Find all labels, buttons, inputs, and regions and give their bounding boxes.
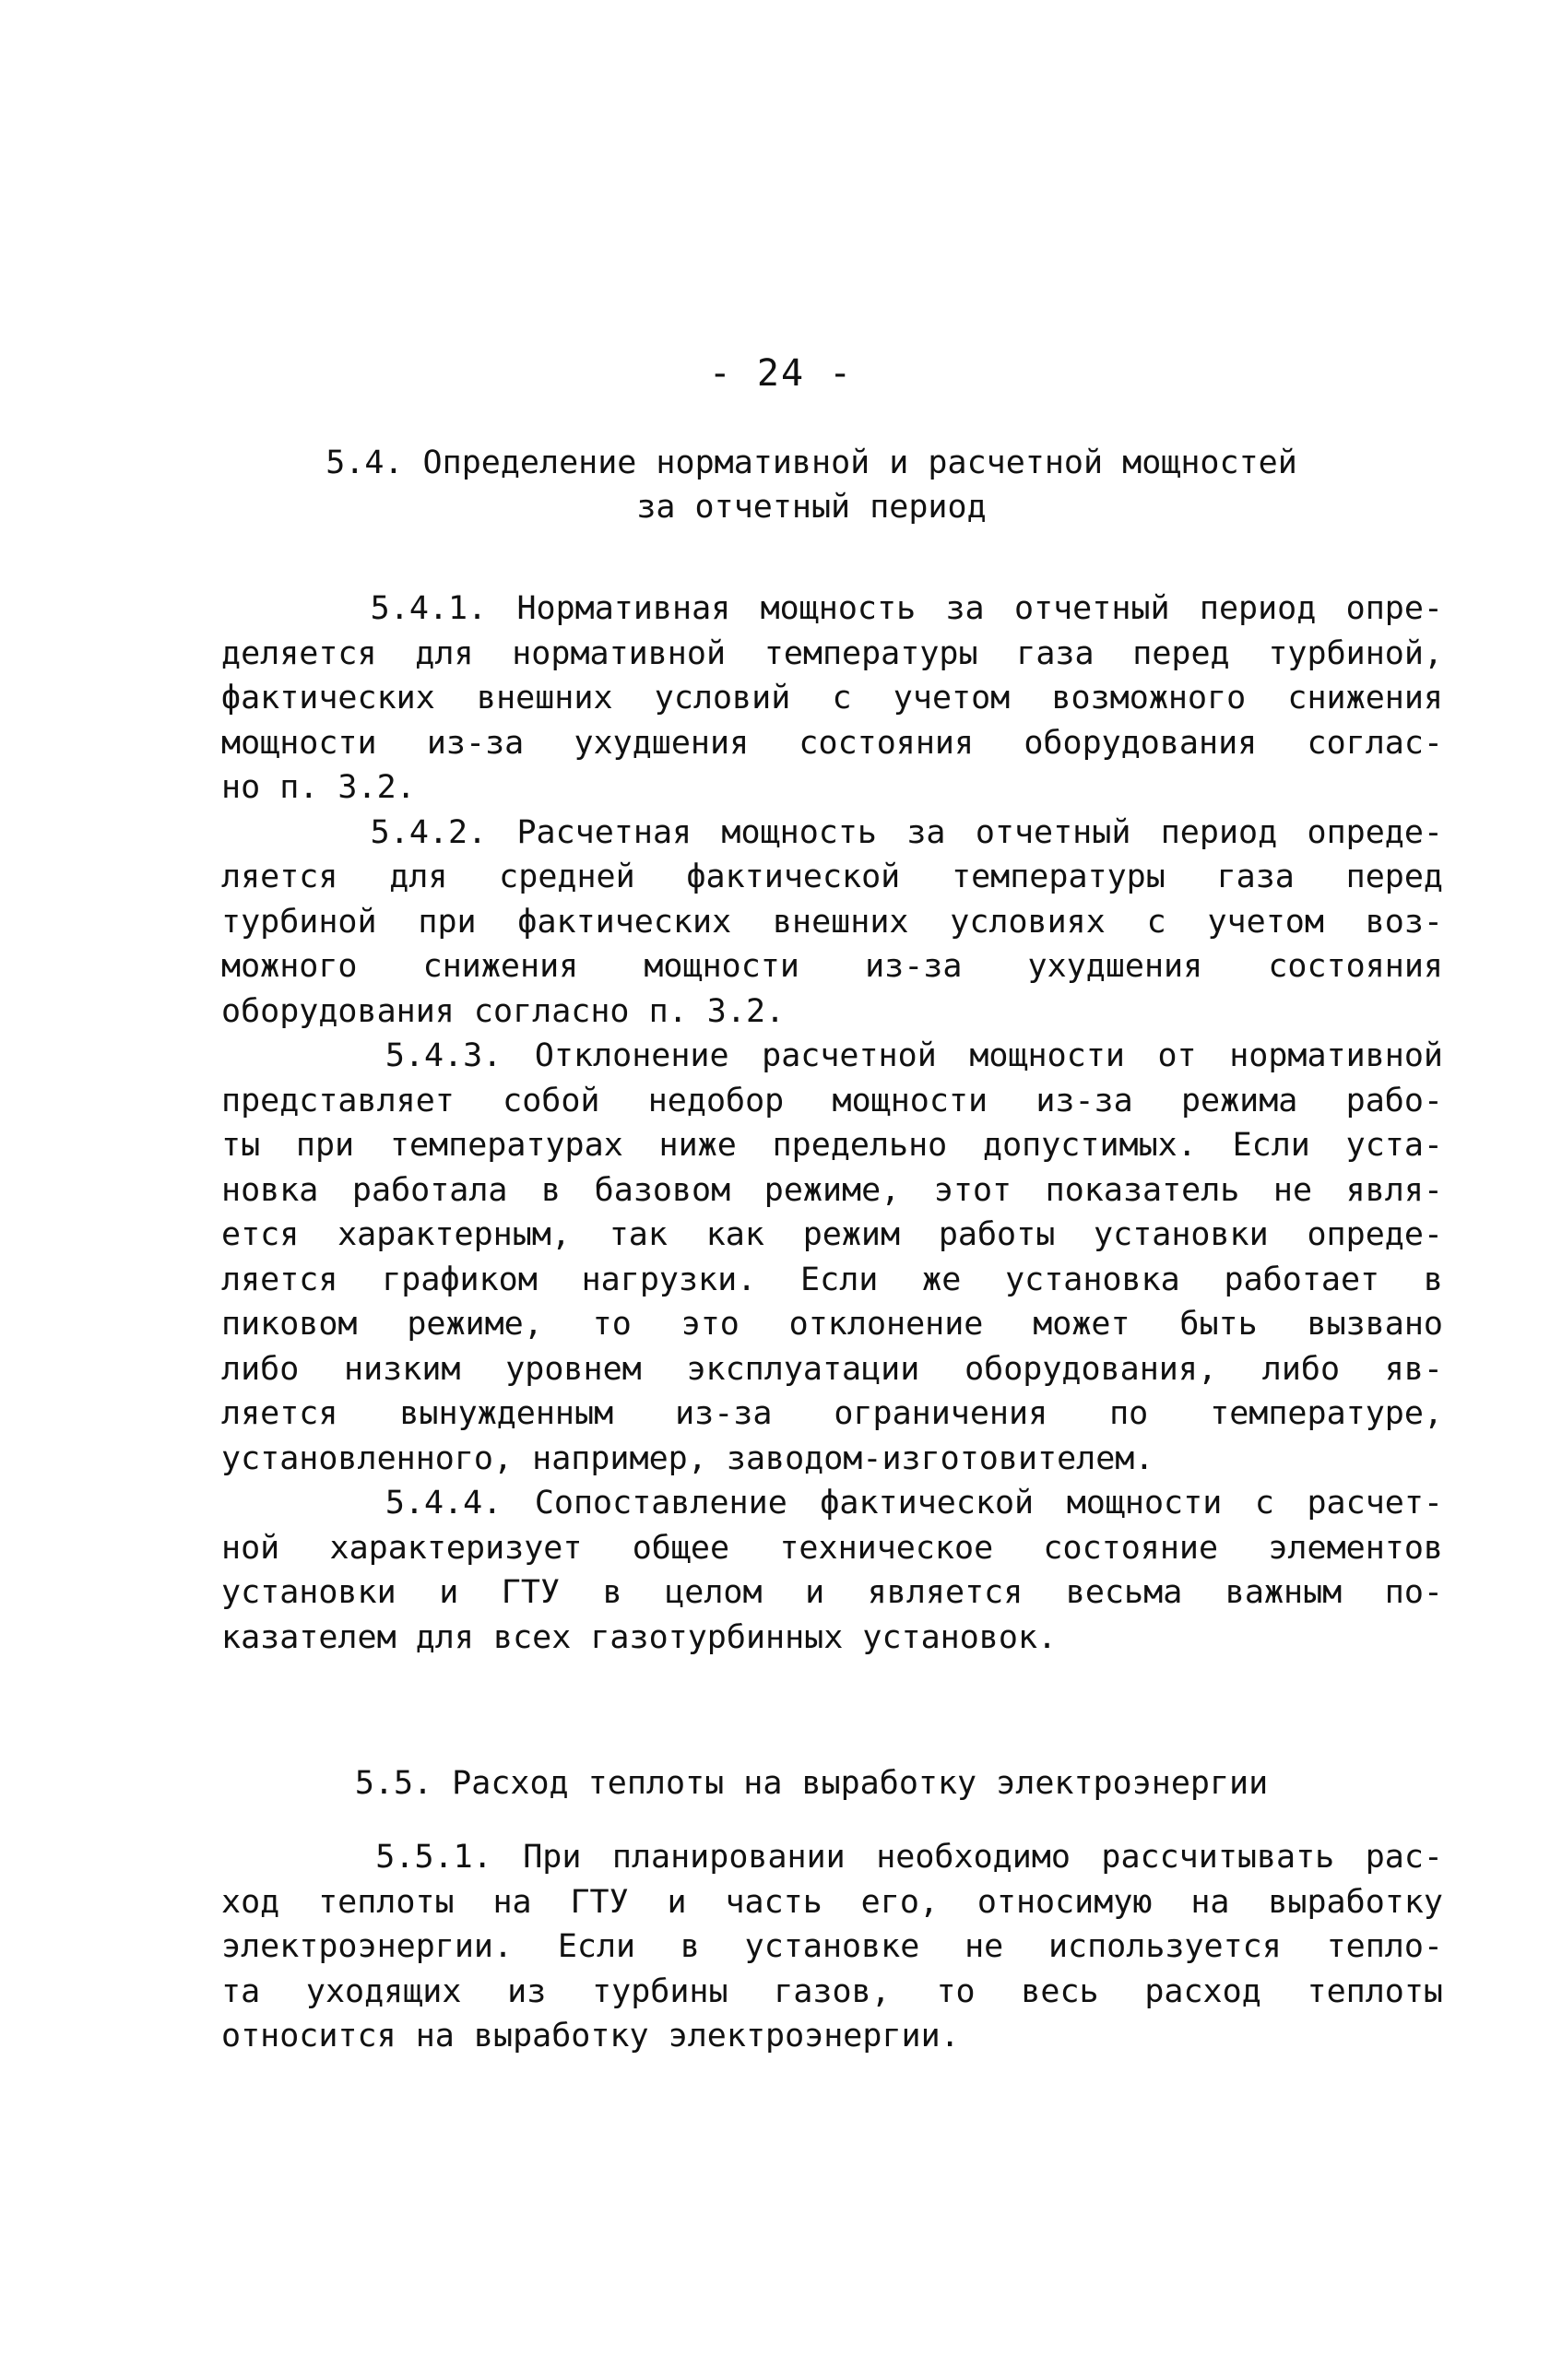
text-line: электроэнергии. Если в установке не используется тепло-: [221, 1928, 1443, 1965]
text-line: ход теплоты на ГТУ и часть его, относимую на выработку: [221, 1883, 1443, 1921]
section-heading-line: 5.5. Расход теплоты на выработку электроэнергии: [354, 1765, 1269, 1802]
text-line: новка работала в базовом режиме, этот показатель не явля-: [221, 1171, 1443, 1209]
text-line: ется характерным, так как режим работы установки опреде-: [221, 1216, 1443, 1253]
text-line: ной характеризует общее техническое состояние элементов: [221, 1529, 1443, 1567]
section-heading-5-4: [203, 441, 1420, 529]
text-line: 5.4.2. Расчетная мощность за отчетный период опреде-: [221, 813, 1443, 851]
text-line: установленного, например, заводом-изготовителем.: [221, 1439, 1154, 1477]
text-line: мощности из-за ухудшения состояния оборудования соглас-: [221, 724, 1443, 762]
section-heading-5-5: [203, 1761, 1420, 1806]
section-heading-line: за отчетный период: [636, 489, 987, 526]
text-line: либо низким уровнем эксплуатации оборудования, либо яв-: [221, 1350, 1443, 1388]
section-heading-line: 5.4. Определение нормативной и расчетной мощностей: [325, 444, 1297, 481]
text-line: деляется для нормативной температуры газа перед турбиной,: [221, 634, 1443, 672]
text-line: представляет собой недобор мощности из-за режима рабо-: [221, 1082, 1443, 1119]
text-line: та уходящих из турбины газов, то весь расход теплоты: [221, 1972, 1443, 2010]
text-line: 5.4.3. Отклонение расчетной мощности от нормативной: [221, 1037, 1443, 1074]
page-number: - 24 -: [708, 352, 854, 395]
text-line: фактических внешних условий с учетом возможного снижения: [221, 680, 1443, 716]
text-line: ты при температурах ниже предельно допустимых. Если уста-: [221, 1127, 1443, 1164]
text-line: оборудования согласно п. 3.2.: [221, 992, 786, 1030]
text-line: установки и ГТУ в целом и является весьма важным по-: [221, 1574, 1443, 1611]
text-line: ляется графиком нагрузки. Если же установка работает в: [221, 1261, 1443, 1298]
text-line: но п. 3.2.: [221, 769, 416, 806]
text-line: относится на выработку электроэнергии.: [221, 2018, 960, 2054]
section-body-5-5: [221, 1835, 1443, 2059]
section-body-5-4: [221, 586, 1443, 1660]
text-line: казателем для всех газотурбинных установок.: [221, 1618, 1058, 1656]
text-line: ляется для средней фактической температуры газа перед: [221, 858, 1443, 895]
text-line: можного снижения мощности из-за ухудшения состояния: [221, 948, 1443, 985]
text-line: 5.4.1. Нормативная мощность за отчетный период опре-: [221, 590, 1443, 627]
text-line: пиковом режиме, то это отклонение может быть вызвано: [221, 1306, 1443, 1343]
text-line: турбиной при фактических внешних условиях с учетом воз-: [221, 903, 1443, 941]
text-line: 5.4.4. Сопоставление фактической мощности с расчет-: [221, 1485, 1443, 1522]
text-line: 5.5.1. При планировании необходимо рассчитывать рас-: [221, 1839, 1443, 1876]
text-line: ляется вынужденным из-за ограничения по температуре,: [221, 1395, 1443, 1432]
